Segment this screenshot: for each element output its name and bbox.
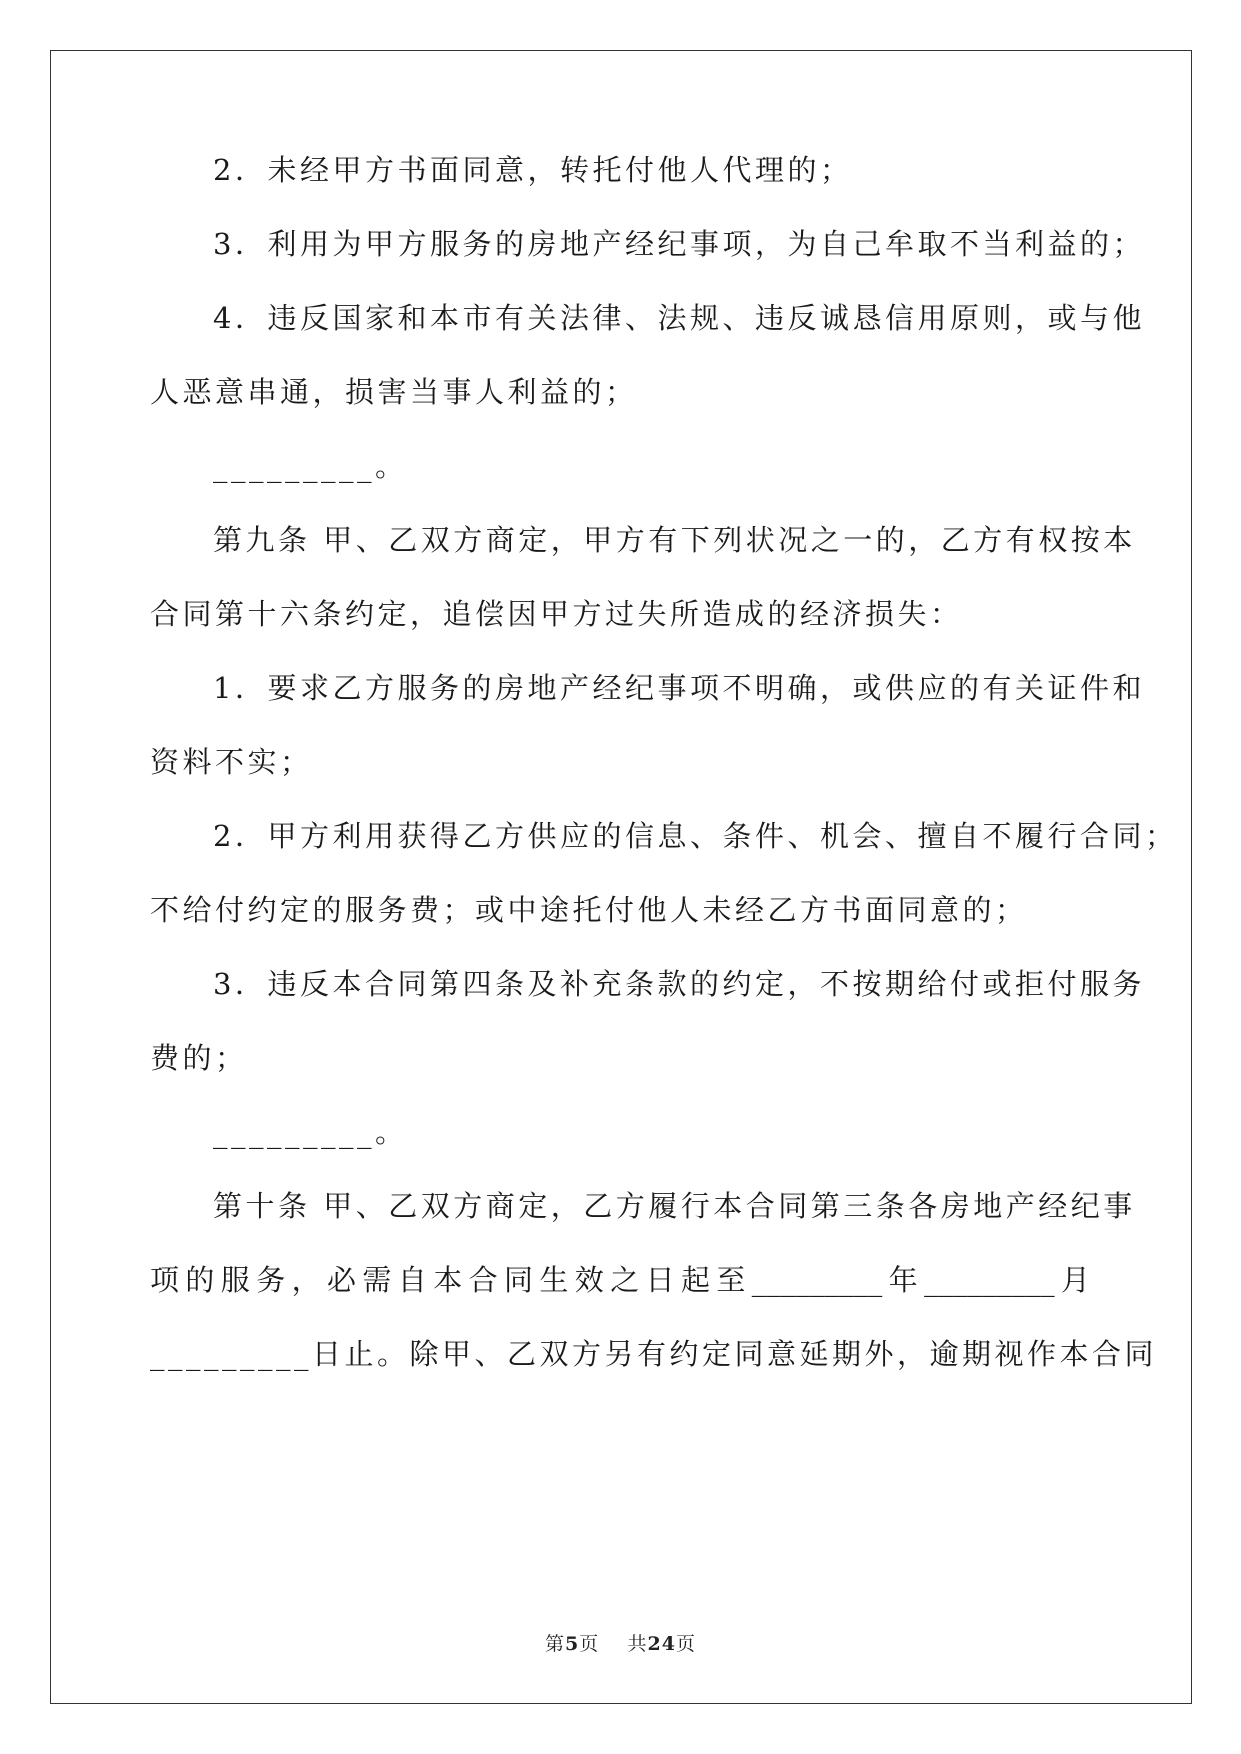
text-line-blank: _________。 bbox=[213, 1115, 408, 1149]
text-line: 项的服务，必需自本合同生效之日起至_________年_________月 bbox=[150, 1263, 1090, 1297]
text-line: _________日止。除甲、乙双方另有约定同意延期外，逾期视作本合同 bbox=[150, 1337, 1158, 1371]
page-footer bbox=[0, 1631, 1241, 1657]
text-line: 4．违反国家和本市有关法律、法规、违反诚恳信用原则，或与他 bbox=[213, 301, 1145, 335]
text-line-blank: _________。 bbox=[213, 449, 408, 483]
text-line: 费的； bbox=[150, 1041, 248, 1075]
footer-page-number: 5 bbox=[565, 1633, 580, 1655]
text-line-article-9: 第九条 甲、乙双方商定，甲方有下列状况之一的，乙方有权按本 bbox=[213, 523, 1136, 557]
text-line: 合同第十六条约定，追偿因甲方过失所造成的经济损失： bbox=[150, 597, 963, 631]
footer-page-suffix: 页 bbox=[579, 1633, 600, 1655]
footer-total-prefix: 共 bbox=[627, 1633, 648, 1655]
text-line: 不给付约定的服务费；或中途托付他人未经乙方书面同意的； bbox=[150, 893, 1028, 927]
text-line: 资料不实； bbox=[150, 745, 313, 779]
text-line: 1．要求乙方服务的房地产经纪事项不明确，或供应的有关证件和 bbox=[213, 671, 1145, 705]
text-line: 3．违反本合同第四条及补充条款的约定，不按期给付或拒付服务 bbox=[213, 967, 1145, 1001]
text-line-article-10: 第十条 甲、乙双方商定，乙方履行本合同第三条各房地产经纪事 bbox=[213, 1189, 1136, 1223]
text-line: 3．利用为甲方服务的房地产经纪事项，为自己牟取不当利益的； bbox=[213, 227, 1145, 261]
footer-page-prefix: 第 bbox=[545, 1633, 566, 1655]
text-line: 人恶意串通，损害当事人利益的； bbox=[150, 375, 638, 409]
text-line: 2．未经甲方书面同意，转托付他人代理的； bbox=[213, 153, 853, 187]
text-line: 2．甲方利用获得乙方供应的信息、条件、机会、擅自不履行合同； bbox=[213, 819, 1178, 853]
footer-total-suffix: 页 bbox=[675, 1633, 696, 1655]
footer-total-pages: 24 bbox=[647, 1633, 676, 1655]
